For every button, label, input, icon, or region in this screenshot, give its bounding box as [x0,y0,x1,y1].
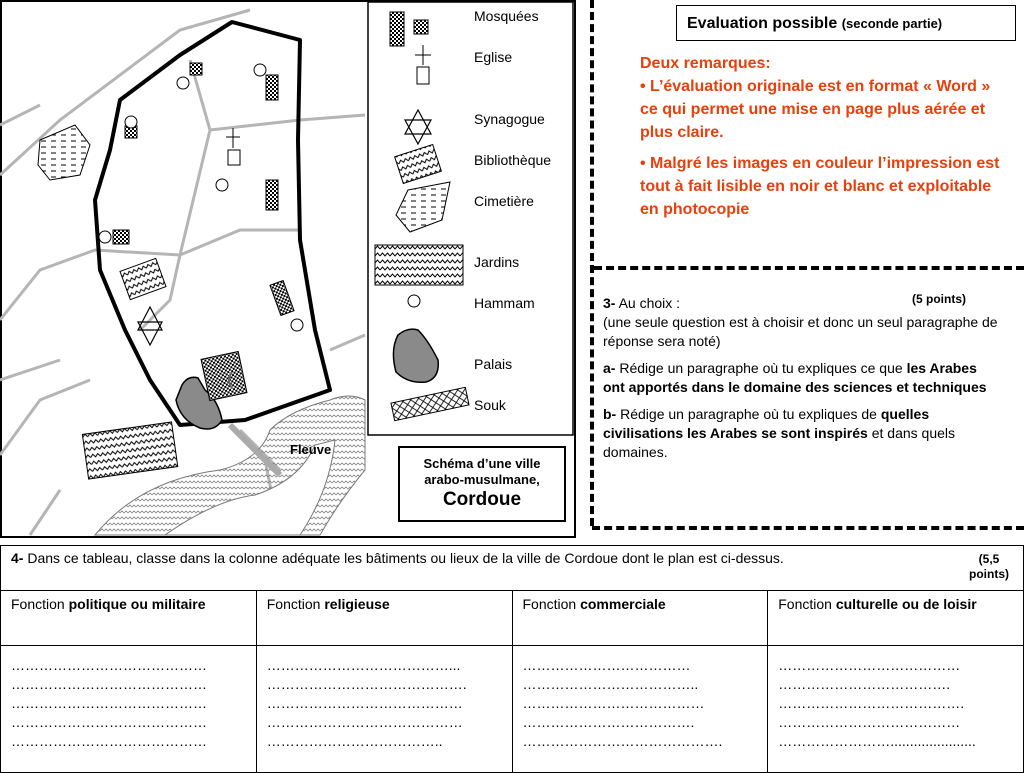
caption-line1: Schéma d’une ville [423,456,541,471]
col3-bold: culturelle ou de loisir [835,596,977,612]
legend-synagogue: Synagogue [474,111,545,127]
dot-line: ………………………………. [522,714,695,730]
church-icon [226,128,240,165]
dashed-divider-vertical [590,0,594,526]
dot-line: …………………………………… [11,676,207,692]
dot-line: …………………………………… [11,657,207,673]
answer-cell-culturelle[interactable] [768,646,1024,773]
dot-line: ………………………………… [778,657,961,673]
q3-a-text: Rédige un paragraphe où tu expliques ce que [615,360,907,376]
remarks-heading: Deux remarques: [640,55,771,72]
dot-line: …………………………………… [11,695,207,711]
q4-instruction-text: Dans ce tableau, classe dans la colonne adéquate les bâtiments ou lieux de la ville de Cordoue dont le plan est ci-dessus. [23,550,784,566]
legend-eglise: Eglise [474,49,513,65]
q4-number: 4- [11,550,24,566]
legend-bibliotheque: Bibliothèque [474,152,552,168]
q3-points: (5 points) [912,292,966,306]
legend-palais: Palais [474,356,513,372]
q3-b-end: et dans quels domaines. [603,425,955,460]
dashed-divider-bottom [592,526,1024,530]
palace-pattern [201,352,247,401]
question-3 [603,294,998,470]
legend-jardins-icon [375,245,463,285]
library-shape [120,258,166,299]
eval-title: Evaluation possible [687,15,838,32]
q3-b-text: Rédige un paragraphe où tu expliques de [616,406,881,422]
eval-title-small: (seconde partie) [841,16,943,31]
col-header-religieuse [256,591,512,646]
dot-line: …………………………………… [11,733,207,749]
col2-prefix: Fonction [522,596,581,612]
col3-prefix: Fonction [778,596,836,612]
legend-souk: Souk [474,397,506,413]
map-caption [398,446,566,522]
col1-prefix: Fonction [266,596,325,612]
dot-line: …………………………………… [11,714,207,730]
dot-line: ……………………...................... [778,733,976,749]
fleuve-label: Fleuve [290,442,332,457]
jardins-shape [82,422,177,479]
q3-note: (une seule question est à choisir et donc un seul paragraphe de réponse sera noté) [603,314,998,349]
caption-city: Cordoue [442,489,522,510]
q3-option-b [603,405,998,462]
q3-option-a [603,359,998,397]
col-header-commerciale [512,591,768,646]
eval-title-box [676,5,1016,41]
dot-line: ………………………………… [778,714,961,730]
remark-2: • Malgré les images en couleur l’impression est tout à fait lisible en noir et blanc et exploitable en photocopie [640,155,1000,218]
q4-instruction [1,546,1024,591]
dot-line: …………………………………… [266,695,463,711]
caption-line2: arabo-musulmane, [424,472,540,487]
answer-cell-commerciale[interactable] [512,646,768,773]
legend-jardins: Jardins [474,254,520,270]
legend-mosquees: Mosquées [474,8,539,24]
col0-prefix: Fonction [11,596,69,612]
answer-cell-politique[interactable] [1,646,257,773]
dashed-divider-top [594,266,1024,270]
col-header-politique [1,591,257,646]
dot-line: …………………………………. [778,695,965,711]
dot-line: …………………………………... [266,657,461,673]
q3-a-bold: les Arabes ont apportés dans le domaine des sciences et techniques [603,360,987,395]
legend-cimetiere: Cimetière [474,193,534,209]
col2-bold: commerciale [580,596,666,612]
remark-1: • L’évaluation originale est en format « Word » ce qui permet une mise en page plus aérée et plus claire. [640,78,991,141]
q3-a-label: a- [603,360,616,376]
dot-line: ……………………………….. [266,733,443,749]
legend-hammam: Hammam [474,295,535,311]
col0-bold: politique ou militaire [68,596,206,612]
dot-line: ……………………………….. [522,676,699,692]
q3-number: 3- [603,295,616,311]
dot-line: ………………………………… [522,695,705,711]
legend-mosque-icon-2 [414,20,428,34]
question-4-table [0,545,1024,773]
legend-mosque-icon [390,12,404,46]
legend-hammam-icon [408,295,420,307]
q4-points [969,552,1009,582]
q3-b-bold: quelles civilisations les Arabes se sont inspirés [603,406,930,441]
dot-line: ……………………………………. [522,733,723,749]
col-header-culturelle [768,591,1024,646]
dot-line: …………………………………… [266,714,463,730]
q4-points-line1: (5,5 [978,552,1000,566]
q3-b-label: b- [603,406,617,422]
q3-title: Au choix : [615,295,681,311]
dot-line: ……………………………… [522,657,691,673]
answer-cell-religieuse[interactable] [256,646,512,773]
dot-line: ………………………………. [778,676,951,692]
col1-bold: religieuse [324,596,390,612]
q4-points-line2: points) [969,567,1009,581]
remarks [640,52,1000,229]
dot-line: ……………………………………. [266,676,467,692]
